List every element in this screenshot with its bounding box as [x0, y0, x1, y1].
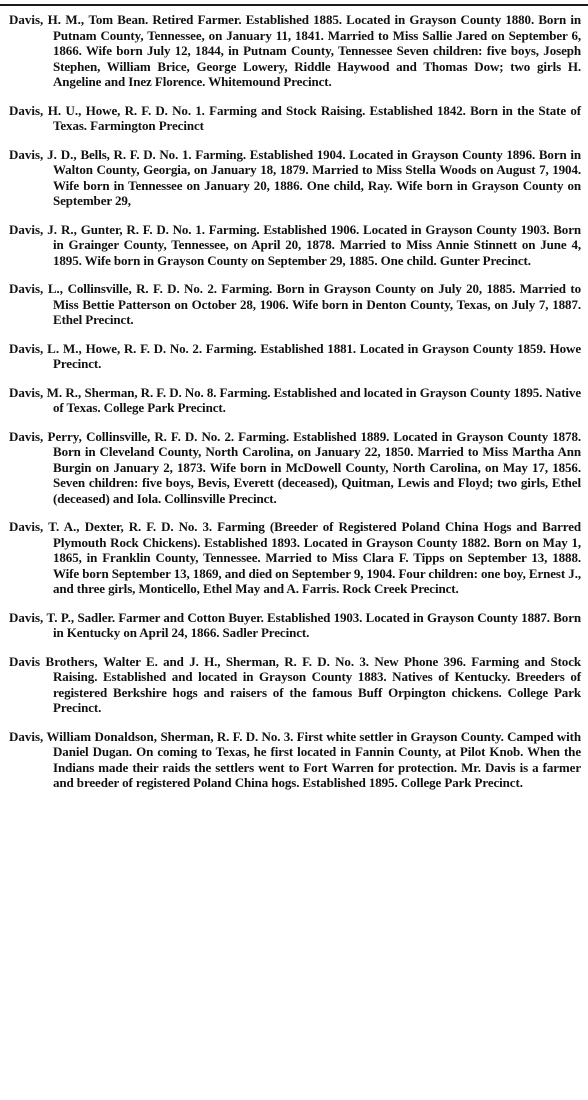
entry-name: Davis, J. R.,: [9, 221, 81, 237]
directory-entry: [9, 12, 581, 90]
entry-text: Howe, R. F. D. No. 2. Farming. Established 1881. Located in Grayson County 1859. Howe Precinct.: [53, 340, 581, 371]
entry-text: Bells, R. F. D. No. 1. Farming. Established 1904. Located in Grayson County 1896. Born in Walton County, Georgia, on January 18, 1879. Married to Miss Stella Woods on August 7, 1904. Wife born in Tennessee on January 20, 1886. One child, Ray. Wife born in Grayson County on September 29,: [53, 146, 581, 208]
entry-name: Davis, William Donaldson,: [9, 728, 161, 744]
entry-text: Collinsville, R. F. D. No. 2. Farming. Established 1889. Located in Grayson County 1878. Born in Cleveland County, North Carolina, on January 22, 1850. Married to Miss Martha Ann Burgin on January 2, 1873. Wife born in McDowell County, North Carolina, on May 17, 1856. Seven children: five boys, Bevis, Everett (deceased), Quitman, Lewis and Floyd; two girls, Ethel (deceased) and Iola. Collinsville Precinct.: [53, 428, 582, 506]
directory-entry: [9, 222, 581, 269]
entry-text: Sherman, R. F. D. No. 8. Farming. Established and located in Grayson County 1895. Native of Texas. College Park Precinct.: [53, 384, 581, 415]
entry-text: Dexter, R. F. D. No. 3. Farming (Breeder of Registered Poland China Hogs and Barred Plymouth Rock Chickens). Established 1893. Located in Grayson County 1882. Born on May 1, 1865, in Franklin County, Tennessee. Married to Miss Clara F. Tipps on September 13, 1888. Wife born September 13, 1869, and died on September 9, 1904. Four children: one boy, Ernest J., and three girls, Monticello, Ethel May and A. Farris. Rock Creek Precinct.: [53, 519, 582, 596]
entry-name: Davis, T. P.,: [9, 609, 78, 625]
entry-name: Davis, Perry,: [9, 428, 87, 444]
entry-text: Collinsville, R. F. D. No. 2. Farming. Born in Grayson County on July 20, 1885. Married to Miss Bettie Patterson on October 28, 1906. Wife born in Denton County, Texas, on July 7, 1887. Ethel Precinct.: [53, 281, 581, 327]
directory-entry: [9, 341, 581, 372]
directory-entry: [9, 429, 581, 507]
directory-entry: [9, 281, 581, 328]
entry-text: Sherman, R. F. D. No. 3. First white settler in Grayson County. Camped with Daniel Dugan. On coming to Texas, he first located in Fannin County, at Pilot Knob. When the Indians made their raids the settlers went to Fort Warren for protection. Mr. Davis is a farmer and breeder of registered Poland China hogs. Established 1895. College Park Precinct.: [53, 728, 581, 790]
directory-entries: [9, 12, 581, 804]
directory-entry: [9, 385, 581, 416]
top-rule: [0, 4, 588, 6]
entry-text: Gunter, R. F. D. No. 1. Farming. Established 1906. Located in Grayson County 1903. Born in Grainger County, Tennessee, on April 20, 1878. Married to Miss Annie Stinnett on June 4, 1895. Wife born in Grayson County on September 29, 1885. One child. Gunter Precinct.: [53, 221, 581, 268]
entry-text: Walter E. and J. H., Sherman, R. F. D. No. 3. New Phone 396. Farming and Stock Raising. Established and located in Grayson County 1883. Natives of Kentucky. Breeders of registered Berkshire hogs and raisers of the famous Buff Orpington chickens. College Park Precinct.: [53, 653, 581, 715]
directory-entry: [9, 147, 581, 209]
entry-name: Davis Brothers,: [9, 653, 104, 669]
entry-name: Davis, T. A.,: [9, 519, 85, 534]
entry-name: Davis, J. D.,: [9, 146, 81, 162]
directory-entry: [9, 654, 581, 716]
entry-name: Davis, L. M.,: [9, 340, 86, 356]
entry-name: Davis, M. R.,: [9, 384, 85, 400]
entry-text: Sadler. Farmer and Cotton Buyer. Established 1903. Located in Grayson County 1887. Born in Kentucky on April 24, 1866. Sadler Precinct.: [53, 609, 581, 640]
entry-text: Tom Bean. Retired Farmer. Established 1885. Located in Grayson County 1880. Born in Putnam County, Tennessee, on January 11, 1841. Married to Miss Sallie Jared on September 6, 1866. Wife born July 12, 1844, in Putnam County, Tennessee Seven children: five boys, Joseph Stephen, William Brice, George Lowery, Riddle Haywood and Thomas Dow; two girls H. Angeline and Inez Florence. Whitemound Precinct.: [53, 12, 581, 89]
entry-name: Davis, L.,: [9, 281, 68, 296]
entry-text: Howe, R. F. D. No. 1. Farming and Stock Raising. Established 1842. Born in the State of Texas. Farmington Precinct: [53, 102, 581, 133]
directory-entry: [9, 610, 581, 641]
directory-entry: [9, 519, 581, 597]
directory-entry: [9, 103, 581, 134]
directory-entry: [9, 729, 581, 791]
entry-name: Davis, H. U.,: [9, 102, 86, 118]
entry-name: Davis, H. M.,: [9, 12, 89, 27]
